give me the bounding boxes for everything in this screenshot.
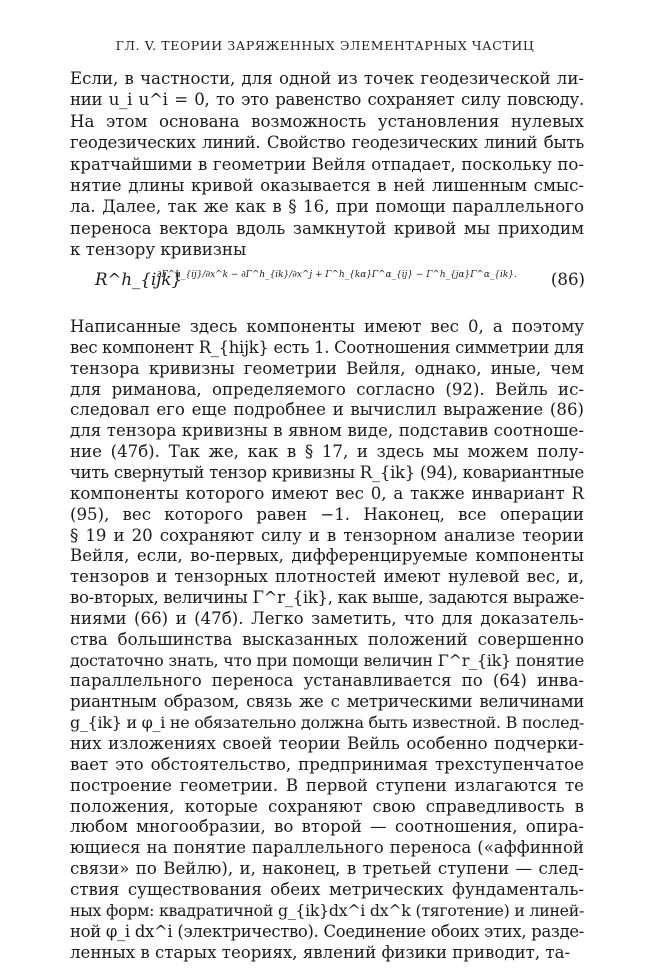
text-line: компоненты которого имеют вес 0, а также инвариант R bbox=[70, 483, 584, 503]
text-line: чить свернутый тензор кривизны R_{ik} (94), ковариантные bbox=[70, 462, 584, 482]
text-line: ленных в старых теориях, явлений физики приводит, та- bbox=[70, 942, 571, 962]
text-line: переноса вектора вдоль замкнутой кривой мы приходим bbox=[70, 218, 584, 238]
text-line: вает это обстоятельство, предпринимая трехступенчатое bbox=[70, 754, 584, 774]
text-line: вес компонент R_{hijk} есть 1. Соотношения симметрии для bbox=[70, 337, 584, 357]
text-line: достаточно знать, что при помощи величин Γ^r_{ik} понятие bbox=[70, 650, 584, 670]
text-line: (95), вес которого равен −1. Наконец, все операции bbox=[70, 504, 584, 524]
text-line: кратчайшими в геометрии Вейля отпадает, поскольку по- bbox=[70, 154, 584, 174]
text-line: любом многообразии, во второй — соотношения, опира- bbox=[70, 817, 584, 837]
text-line: На этом основана возможность установления нулевых bbox=[70, 111, 584, 131]
text-line: Если, в частности, для одной из точек геодезической ли- bbox=[70, 69, 584, 88]
text-line: построение геометрии. В первой ступени излагаются те bbox=[70, 775, 584, 795]
text-line: нии u_i u^i = 0, то это равенство сохраняет силу повсюду. bbox=[70, 90, 584, 110]
text-line: ние (47б). Так же, как в § 17, и здесь мы можем полу- bbox=[70, 442, 584, 462]
text-line: Вейля, если, во-первых, дифференцируемые компоненты bbox=[70, 546, 584, 566]
text-line: параллельного переноса устанавливается по (64) инва- bbox=[70, 671, 584, 691]
equation-rhs: ∂Γ^h_{ij}/∂x^k − ∂Γ^h_{ik}/∂x^j + Γ^h_{kα}Γ^α_{ij} − Γ^h_{jα}Γ^α_{ik}. bbox=[157, 270, 517, 280]
text-line: для тензора кривизны в явном виде, подставив соотноше- bbox=[70, 421, 584, 441]
text-line: ства большинства высказанных положений совершенно bbox=[70, 629, 584, 649]
text-line: для риманова, определяемого согласно (92). Вейль ис- bbox=[70, 379, 584, 399]
text-line: тензоров и тензорных плотностей имеют нулевой вес, и, bbox=[70, 567, 584, 587]
text-line: них изложениях своей теории Вейль особенно подчерки- bbox=[70, 734, 584, 753]
text-line: следовал его еще подробнее и вычислил выражение (86) bbox=[70, 400, 584, 420]
text-line: Написанные здесь компоненты имеют вес 0, а поэтому bbox=[70, 317, 584, 336]
equation-lhs: R^h_{ijk} bbox=[95, 270, 183, 289]
text-line: тензора кривизны геометрии Вейля, однако, иные, чем bbox=[70, 358, 584, 378]
text-line: ниями (66) и (47б). Легко заметить, что для доказатель- bbox=[70, 608, 584, 628]
text-line: g_{ik} и φ_i не обязательно должна быть известной. В послед- bbox=[70, 713, 584, 733]
text-line: связи» по Вейлю), и, наконец, в третьей ступени — след- bbox=[70, 859, 584, 879]
text-line: ных форм: квадратичной g_{ik}dx^i dx^k (тяготение) и линей- bbox=[70, 900, 584, 920]
text-line: нятие длины кривой оказывается в ней лишенным смыс- bbox=[70, 176, 584, 195]
text-line: к тензору кривизны bbox=[70, 240, 247, 260]
running-header: ГЛ. V. ТЕОРИИ ЗАРЯЖЕННЫХ ЭЛЕМЕНТАРНЫХ ЧАСТИЦ bbox=[115, 38, 535, 53]
text-line: геодезических линий. Свойство геодезических линий быть bbox=[70, 133, 584, 153]
text-line: ствия существования обеих метрических фундаменталь- bbox=[70, 879, 584, 899]
text-line: положения, которые сохраняют свою справедливость в bbox=[70, 796, 584, 816]
text-line: риантным образом, связь же с метрическими величинами bbox=[70, 692, 584, 712]
text-line: § 19 и 20 сохраняют силу и в тензорном анализе теории bbox=[70, 525, 584, 545]
equation-number: (86) bbox=[550, 270, 585, 289]
text-line: ющиеся на понятие параллельного переноса («аффинной bbox=[70, 838, 584, 858]
text-line: во-вторых, величины Γ^r_{ik}, как выше, задаются выраже- bbox=[70, 588, 585, 608]
text-line: ла. Далее, так же как в § 16, при помощи параллельного bbox=[70, 197, 584, 217]
text-line: ной φ_i dx^i (электричество). Соединение обоих этих, разде- bbox=[70, 921, 584, 941]
equation-86 bbox=[95, 250, 585, 308]
